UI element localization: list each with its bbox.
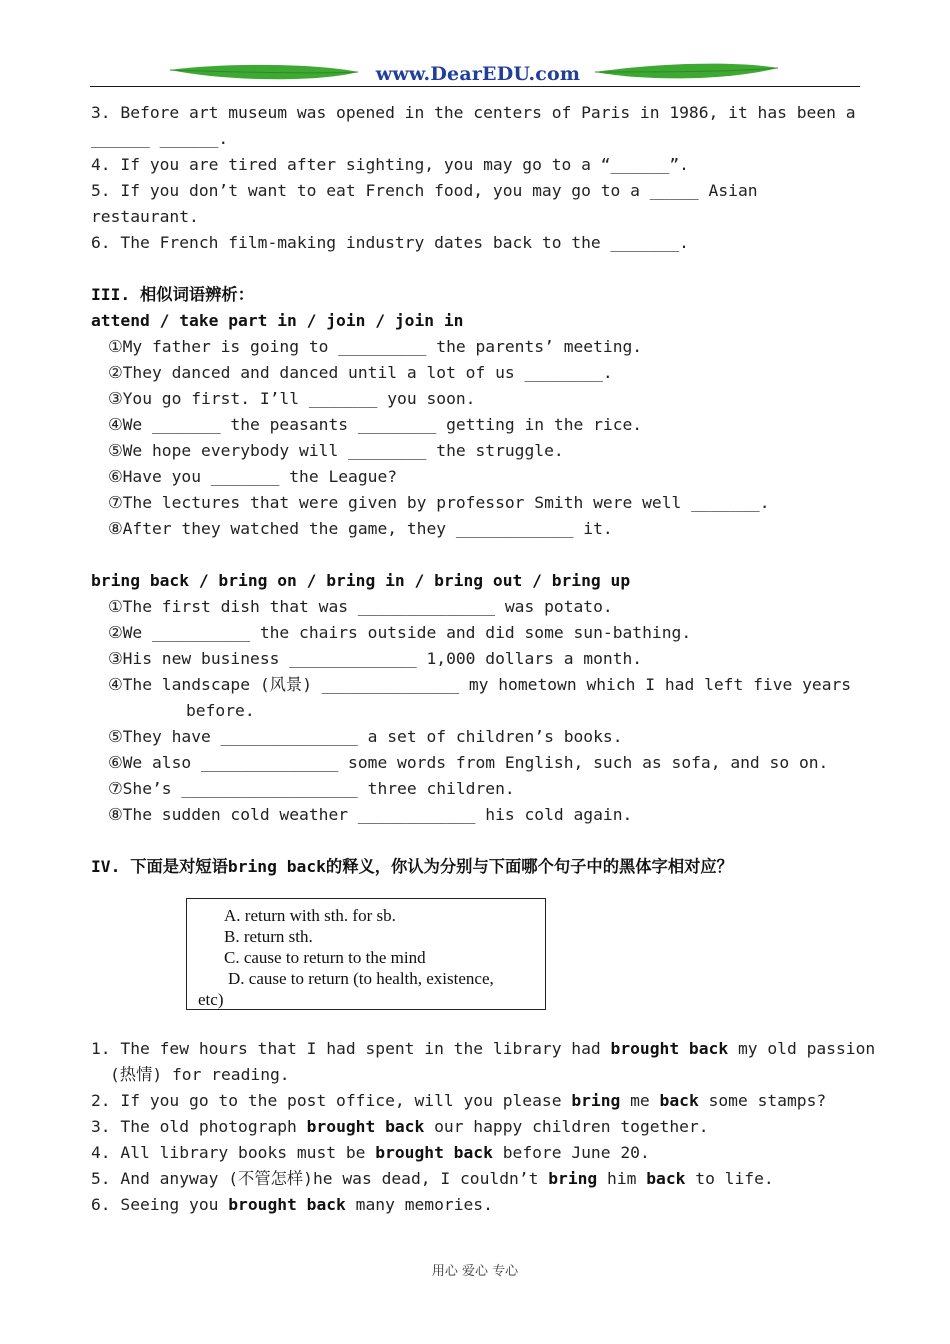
exercise-item: ①The first dish that was ______________ was potato. xyxy=(108,597,613,616)
page-header xyxy=(90,60,860,92)
bold-phrase: back xyxy=(646,1169,686,1188)
match-sentence: 1. The few hours that I had spent in the library had brought back my old passion xyxy=(91,1039,876,1058)
bold-phrase: bring xyxy=(571,1091,621,1110)
match-sentence: 3. The old photograph brought back our happy children together. xyxy=(91,1117,709,1136)
match-sentence: 4. All library books must be brought back before June 20. xyxy=(91,1143,650,1162)
question-line: 4. If you are tired after sighting, you may go to a “______”. xyxy=(91,155,689,174)
exercise-item: ⑤We hope everybody will ________ the struggle. xyxy=(108,441,564,460)
group-2-heading: bring back / bring on / bring in / bring out / bring up xyxy=(91,571,631,590)
question-line: ______ ______. xyxy=(91,129,229,148)
exercise-item: ①My father is going to _________ the parents’ meeting. xyxy=(108,337,643,356)
section-3-title: III. 相似词语辨析： xyxy=(91,285,254,304)
exercise-item: ③You go first. I’ll _______ you soon. xyxy=(108,389,476,408)
match-sentence-continuation: (热情) for reading. xyxy=(110,1065,290,1084)
exercise-item: ④We _______ the peasants ________ getting in the rice. xyxy=(108,415,643,434)
exercise-item: ⑧After they watched the game, they ____________ it. xyxy=(108,519,613,538)
match-sentence: 2. If you go to the post office, will you please bring me back some stamps? xyxy=(91,1091,827,1110)
exercise-item: ②They danced and danced until a lot of us ________. xyxy=(108,363,613,382)
exercise-item: ⑧The sudden cold weather ____________ his cold again. xyxy=(108,805,633,824)
exercise-item: ③His new business _____________ 1,000 dollars a month. xyxy=(108,649,643,668)
match-sentence: 6. Seeing you brought back many memories. xyxy=(91,1195,493,1214)
exercise-item-continuation: before. xyxy=(186,701,255,720)
definition-item: B. return sth. xyxy=(224,927,313,946)
definition-item: A. return with sth. for sb. xyxy=(224,906,396,925)
section-4-title: IV. 下面是对短语bring back的释义，你认为分别与下面哪个句子中的黑体字相对应？ xyxy=(91,857,733,876)
question-line: restaurant. xyxy=(91,207,199,226)
exercise-item: ④The landscape (风景) ______________ my hometown which I had left five years xyxy=(108,675,852,694)
page-footer: 用心 爱心 专心 xyxy=(431,1264,519,1279)
exercise-item: ⑥We also ______________ some words from English, such as sofa, and so on. xyxy=(108,753,829,772)
bold-phrase: back xyxy=(659,1091,699,1110)
bold-phrase: brought back xyxy=(228,1195,346,1214)
exercise-item: ⑥Have you _______ the League? xyxy=(108,467,398,486)
header-logo-text: www.DearEDU.com xyxy=(375,63,581,85)
group-1-heading: attend / take part in / join / join in xyxy=(91,311,464,330)
question-line: 3. Before art museum was opened in the centers of Paris in 1986, it has been a xyxy=(91,103,856,122)
header-rule xyxy=(90,86,860,87)
exercise-item: ⑤They have ______________ a set of children’s books. xyxy=(108,727,623,746)
bold-phrase: brought back xyxy=(306,1117,425,1136)
exercise-item: ⑦The lectures that were given by professor Smith were well _______. xyxy=(108,493,770,512)
definition-item: C. cause to return to the mind xyxy=(224,948,426,967)
match-sentence: 5. And anyway (不管怎样)he was dead, I couldn’t bring him back to life. xyxy=(91,1169,774,1188)
exercise-item: ②We __________ the chairs outside and did some sun-bathing. xyxy=(108,623,692,642)
definitions-box xyxy=(186,898,546,1010)
definition-item: D. cause to return (to health, existence, xyxy=(228,969,494,988)
bold-phrase: brought back xyxy=(610,1039,729,1058)
question-line: 6. The French film-making industry dates back to the _______. xyxy=(91,233,689,252)
bold-phrase: brought back xyxy=(375,1143,493,1162)
exercise-item: ⑦She’s __________________ three children. xyxy=(108,779,515,798)
question-line: 5. If you don’t want to eat French food, you may go to a _____ Asian xyxy=(91,181,758,200)
bold-phrase: bring xyxy=(548,1169,598,1188)
definition-item: etc) xyxy=(198,990,224,1009)
